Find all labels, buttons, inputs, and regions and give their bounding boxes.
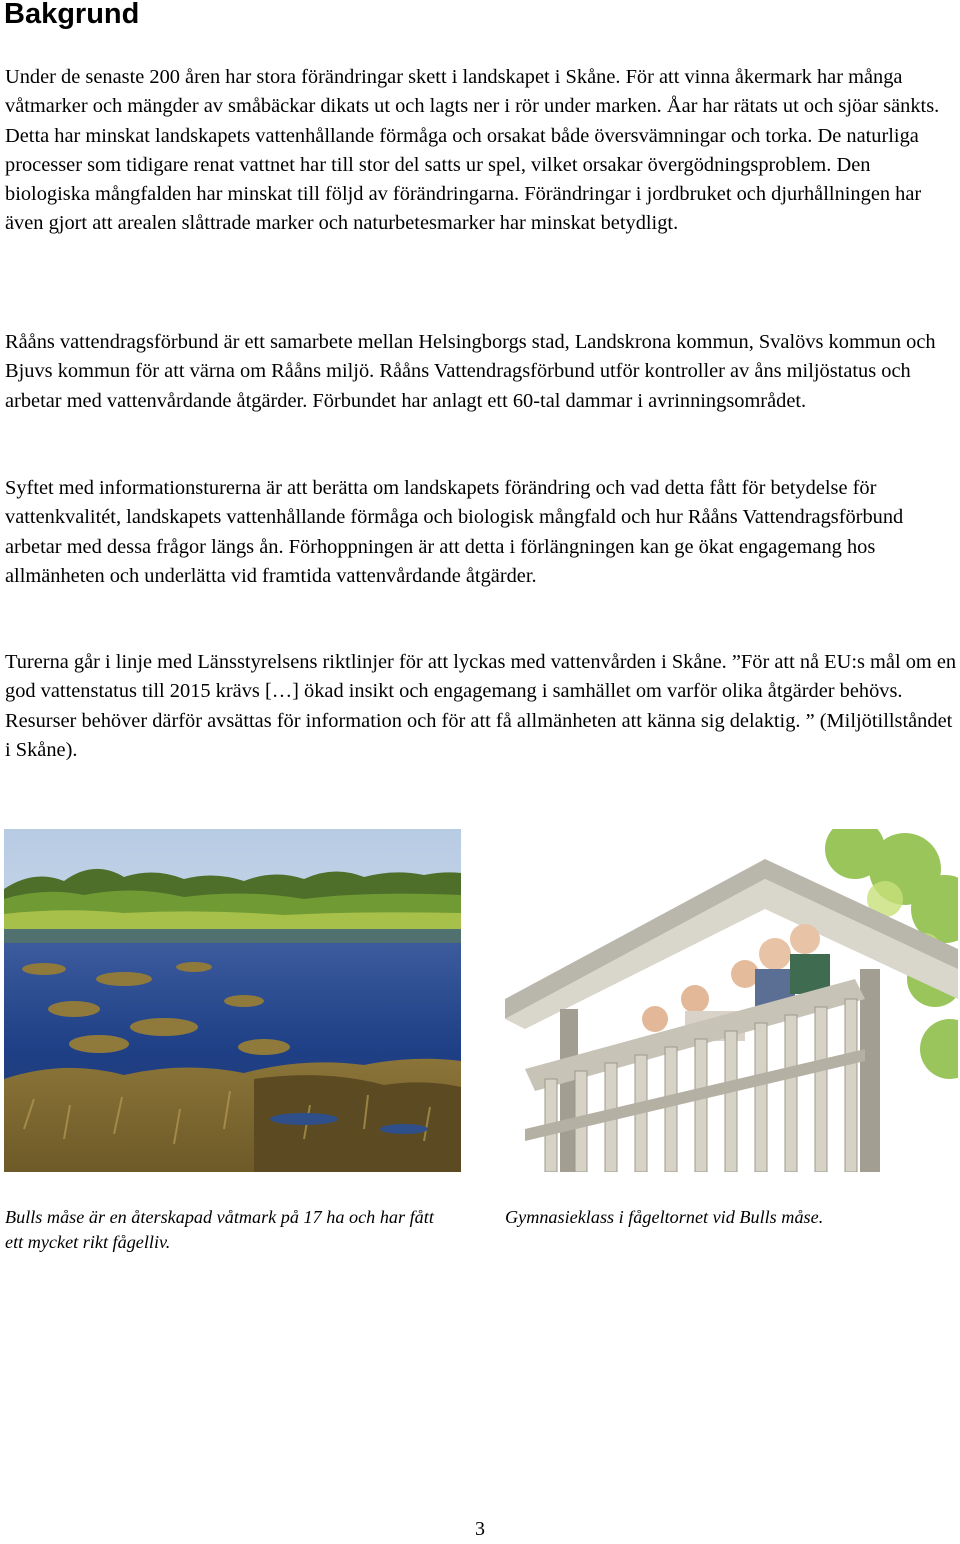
wetland-photo — [4, 829, 461, 1172]
paragraph-water-association: Rååns vattendragsförbund är ett samarbete mellan Helsingborgs stad, Landskrona kommun, Svalövs kommun och Bjuvs kommun för att värna om Rååns miljö. Rååns Vattendragsförbund utför kontroller av åns miljöstatus och arbetar med vattenvårdande åtgärder. Förbundet har anlagt ett 60-tal dammar i avrinningsområdet. — [5, 331, 936, 412]
bird-tower-photo — [505, 829, 958, 1172]
bird-tower-caption: Gymnasieklass i fågeltornet vid Bulls måse. — [505, 1207, 824, 1227]
page-heading: Bakgrund — [4, 0, 140, 30]
paragraph-landscape-changes: Under de senaste 200 åren har stora förändringar skett i landskapet i Skåne. För att vinna åkermark har många våtmarker och mängder av småbäckar dikats ut och lagts ner i rör under marken. Åar har rätats ut och sjöar sänkts. Detta har minskat landskapets vattenhållande förmåga och orsakat både översvämningar och torka. De naturliga processer som tidigare renat vattnet har till stor del satts ur spel, vilket orsakar övergödningsproblem. Den biologiska mångfalden har minskat till följd av förändringarna. Förändringar i jordbruket och djurhållningen har även gjort att arealen slåttrade marker och naturbetesmarker har minskat betydligt. — [5, 66, 940, 235]
paragraph-guidelines-quote: Turerna går i linje med Länsstyrelsens riktlinjer för att lyckas med vattenvården i Skåne. ”För att nå EU:s mål om en god vattenstatus till 2015 krävs […] ökad insikt och engagemang i samhället om varför olika åtgärder behövs. Resurser behöver därför avsättas för information och för att få allmänheten att känna sig delaktig. ” (Miljötillståndet i Skåne). — [5, 651, 957, 761]
wetland-caption: Bulls måse är en återskapad våtmark på 17 ha och har fått ett mycket rikt fågelliv. — [5, 1207, 434, 1252]
paragraph-tour-purpose: Syftet med informationsturerna är att berätta om landskapets förändring och vad detta fått för betydelse för vattenkvalitét, landskapets vattenhållande förmåga och biologisk mångfald och hur Rååns Vattendragsförbund arbetar med dessa frågor längs ån. Förhoppningen är att detta i förlängningen kan ge ökat engagemang hos allmänheten och underlätta vid framtida vattenvårdande åtgärder. — [5, 477, 904, 587]
page-number: 3 — [475, 1518, 485, 1540]
